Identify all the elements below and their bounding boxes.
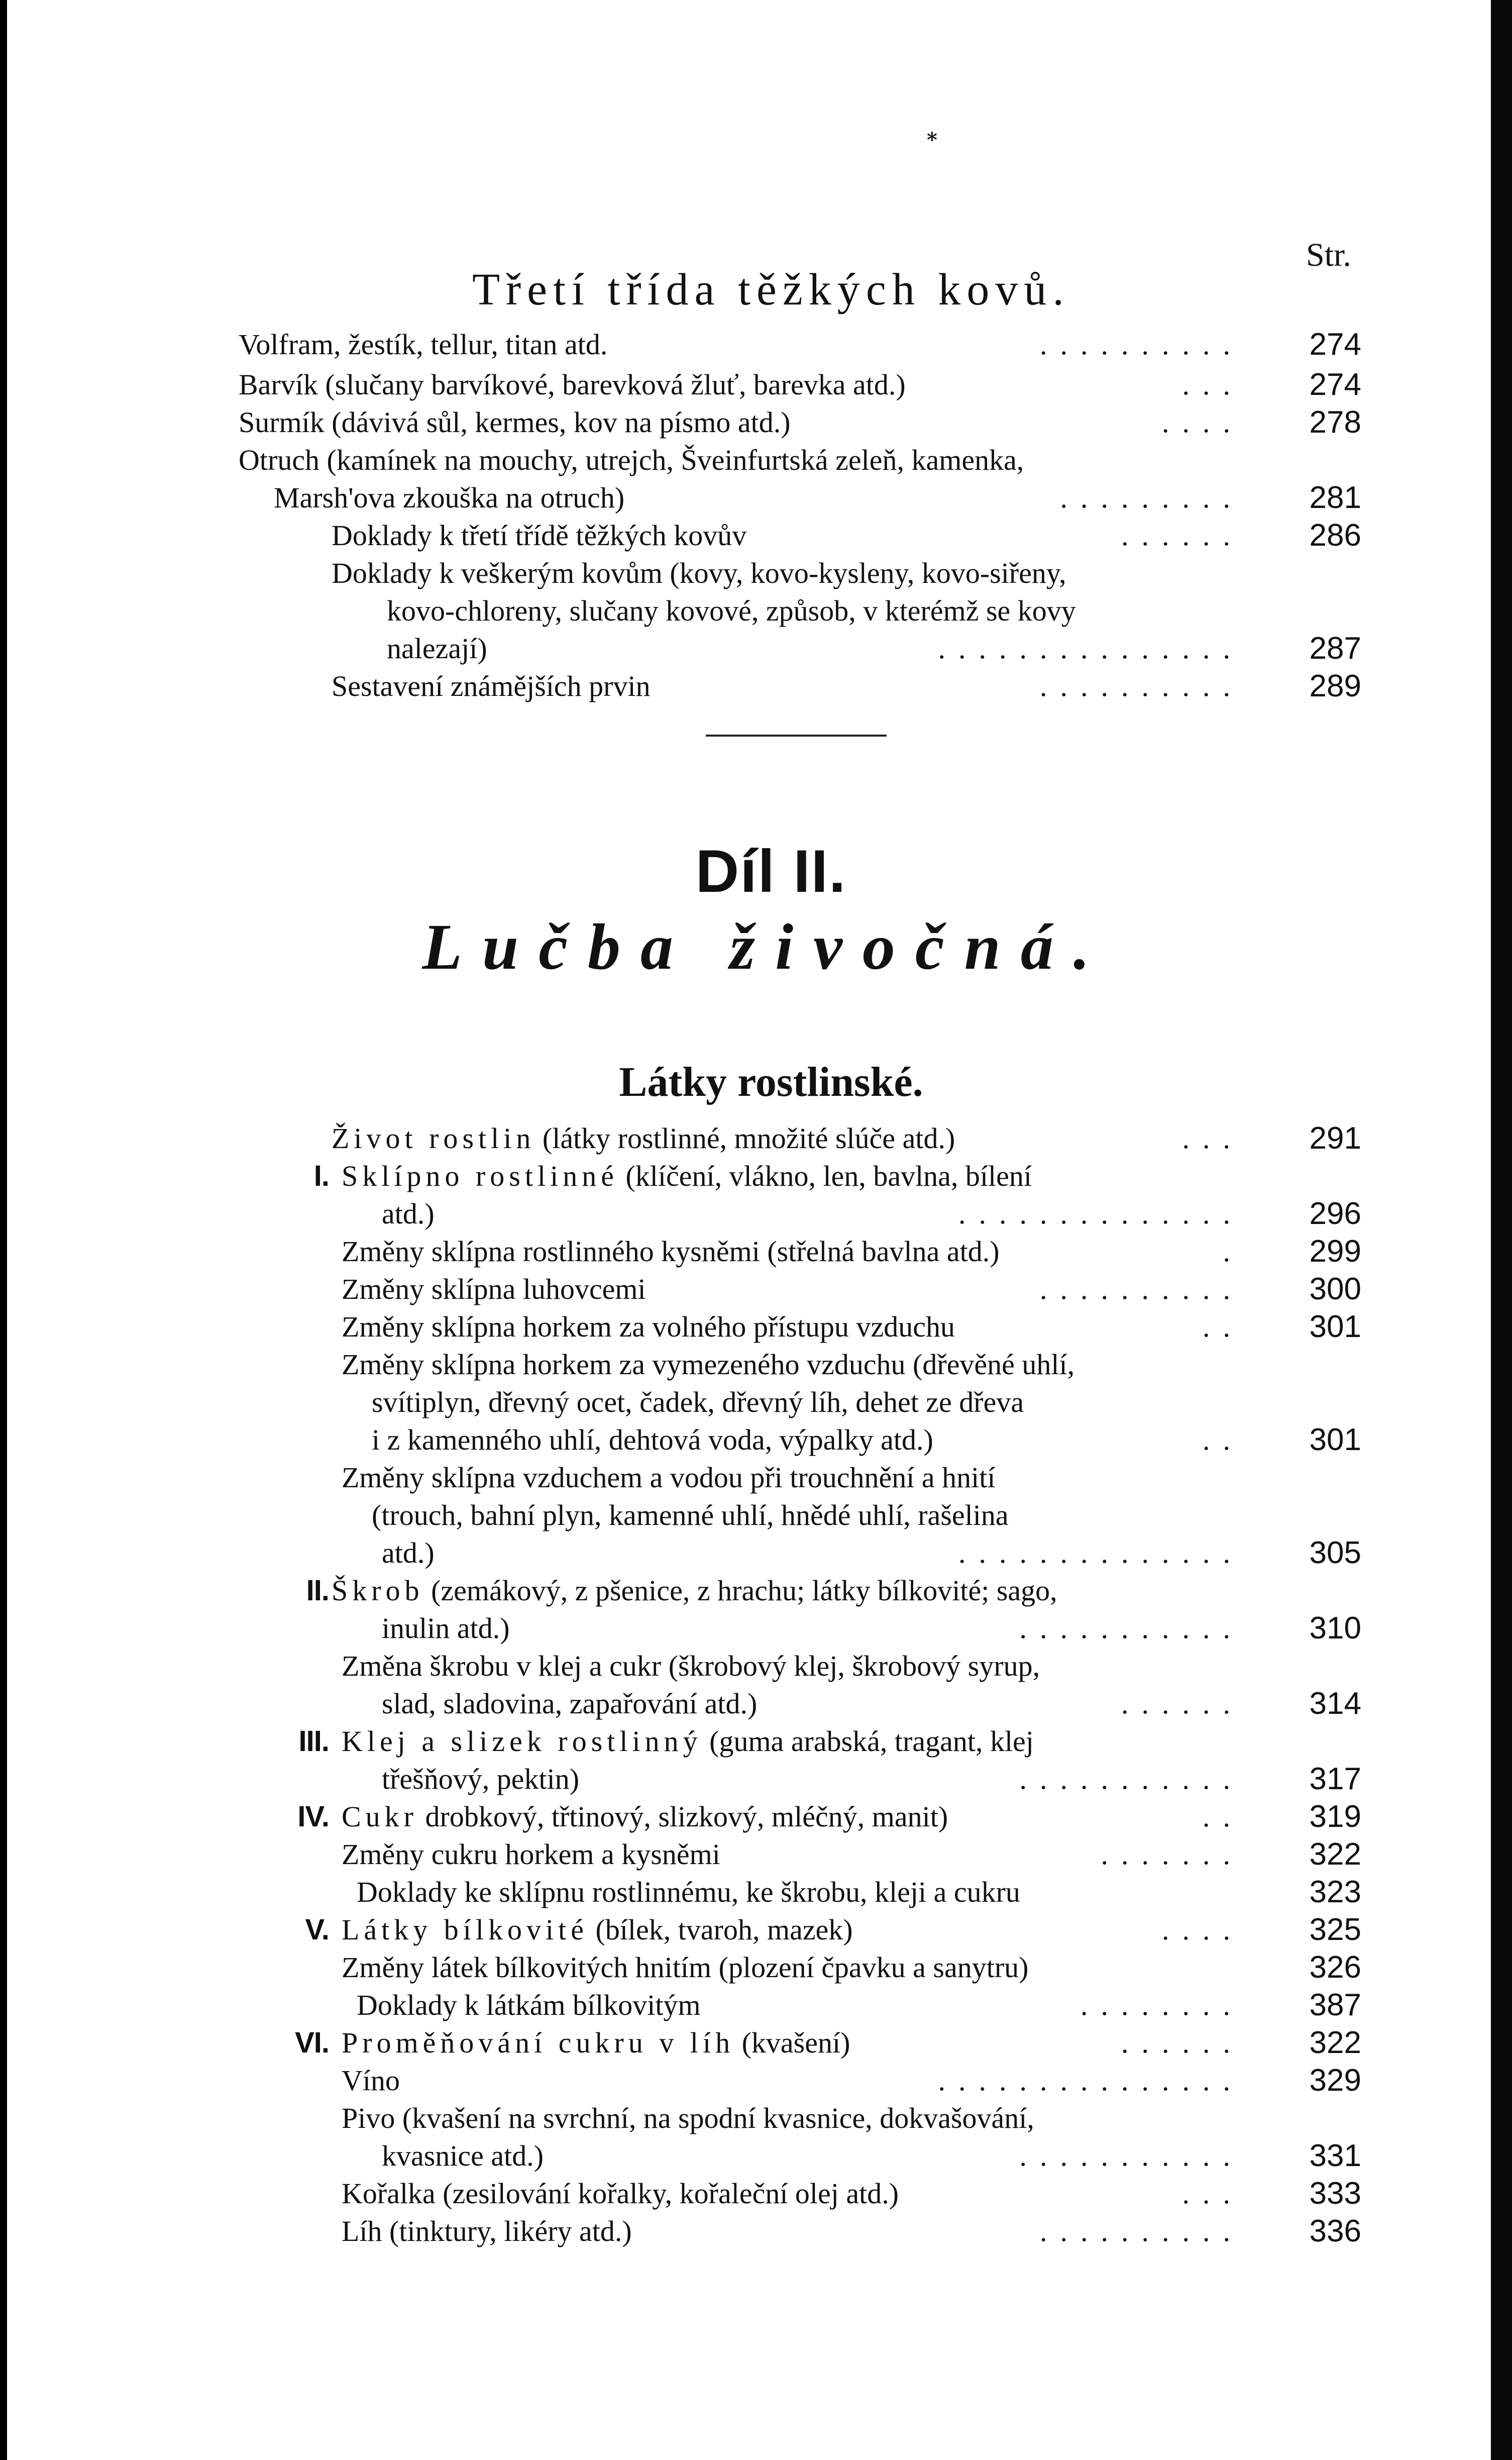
dot-leader: .......: [1101, 1838, 1243, 1871]
toc-entry: [0, 1158, 1512, 1194]
page-number: 305: [1309, 1535, 1361, 1570]
dot-leader: ...........: [1019, 1612, 1243, 1645]
entry-text: [342, 2100, 1034, 2136]
page-number: 331: [1309, 2138, 1361, 2173]
section-divider: [706, 735, 887, 737]
toc-entry: [0, 404, 1512, 441]
toc-entry: [0, 1686, 1512, 1722]
entry-text: [342, 1723, 1034, 1760]
entry-description: (bílek, tvaroh, mazek): [588, 1913, 853, 1946]
dot-leader: .: [1223, 1235, 1243, 1268]
toc-entry: [0, 631, 1512, 667]
entry-text: [382, 2138, 544, 2174]
entry-description: (zemákový, z pšenice, z hrachu; látky bílkovité; sago,: [423, 1574, 1057, 1607]
entry-description: (kvašení): [734, 2026, 850, 2059]
entry-description: Změny sklípna luhovcemi: [342, 1273, 646, 1305]
section-title: Třetí třída těžkých kovů.: [472, 265, 1070, 315]
entry-text: [342, 1234, 1000, 1270]
entry-text: [382, 1196, 435, 1232]
page-number: 326: [1309, 1950, 1361, 1985]
entry-text: [342, 1347, 1074, 1383]
entry-description: (guma arabská, tragant, klej: [702, 1725, 1034, 1758]
entry-description: třešňový, pektin): [382, 1763, 580, 1795]
entry-text: [332, 1573, 1057, 1609]
dot-leader: ......: [1121, 2026, 1243, 2059]
part-title: Lučba živočná.: [422, 911, 1110, 983]
toc-entry: [0, 2100, 1512, 2136]
entry-text: [332, 668, 651, 704]
toc-entry: [0, 1723, 1512, 1760]
entry-description: (trouch, bahní plyn, kamenné uhlí, hnědé uhlí, rašelina: [372, 1499, 1009, 1531]
entry-text: [342, 1836, 720, 1873]
entry-description: atd.): [382, 1536, 435, 1569]
entry-text: [342, 2176, 899, 2212]
dot-leader: ..: [1203, 1423, 1243, 1456]
toc-entry: [0, 2213, 1512, 2249]
entry-description: Volfram, žestík, tellur, titan atd.: [239, 328, 608, 361]
page-number: 322: [1309, 1837, 1361, 1872]
page-number: 296: [1309, 1196, 1361, 1231]
entry-description: Barvík (slučany barvíkové, barevková žluť, barevka atd.): [239, 368, 906, 401]
entry-description: (klíčení, vlákno, len, bavlna, bílení: [618, 1160, 1032, 1192]
dot-leader: ...........: [1019, 2139, 1243, 2172]
entry-text: [372, 1497, 1009, 1533]
entry-text: [357, 1874, 1020, 1910]
dot-leader: ..: [1203, 1310, 1243, 1343]
entry-text: [342, 2063, 400, 2099]
entry-text: [382, 1610, 510, 1647]
entry-description: Doklady ke sklípnu rostlinnému, ke škrobu, kleji a cukru: [357, 1876, 1020, 1908]
entry-text: [372, 1384, 1024, 1420]
entry-text: [332, 555, 1066, 591]
entry-text: [239, 442, 1024, 478]
entry-text: [382, 1761, 579, 1797]
entry-spaced-title: Proměňování cukru v líh: [342, 2026, 735, 2059]
toc-entry: [0, 668, 1512, 704]
entry-description: Změny cukru horkem a kysněmi: [342, 1838, 720, 1871]
toc-entry: [0, 1799, 1512, 1835]
dot-leader: ...............: [938, 2064, 1243, 2097]
entry-spaced-title: Škrob: [332, 1574, 424, 1607]
page-number: 301: [1309, 1422, 1361, 1457]
entry-text: [342, 1271, 646, 1307]
dot-leader: ..........: [1040, 328, 1243, 361]
entry-description: inulin atd.): [382, 1612, 510, 1645]
entry-description: Víno: [342, 2064, 400, 2097]
entry-text: [342, 1950, 1028, 1986]
entry-numeral: V.: [305, 1913, 329, 1946]
toc-entry: [0, 1610, 1512, 1647]
page-number: 325: [1309, 1912, 1361, 1947]
dot-leader: ....: [1162, 406, 1243, 439]
dot-leader: ....: [1162, 1913, 1243, 1946]
dot-leader: ........: [1081, 1989, 1243, 2021]
entry-text: [342, 1460, 995, 1496]
page-number: 317: [1309, 1762, 1361, 1796]
toc-entry: [0, 1460, 1512, 1496]
entry-text: [357, 1987, 701, 2023]
entry-numeral: III.: [298, 1725, 329, 1758]
toc-entry: [0, 1912, 1512, 1948]
entry-description: Surmík (dávivá sůl, kermes, kov na písmo atd.): [239, 406, 791, 439]
entry-text: [342, 2213, 632, 2249]
page-number: 387: [1309, 1988, 1361, 2022]
entry-numeral: II.: [306, 1574, 329, 1607]
dot-leader: ..............: [958, 1536, 1243, 1569]
toc-entry: [0, 1761, 1512, 1797]
toc-entry: [0, 2063, 1512, 2099]
toc-entry: [0, 1836, 1512, 1873]
entry-spaced-title: Život rostlin: [332, 1122, 535, 1155]
toc-entry: [0, 442, 1512, 478]
entry-numeral: IV.: [297, 1800, 329, 1833]
entry-description: Doklady k látkám bílkovitým: [357, 1989, 701, 2021]
entry-text: [382, 1686, 757, 1722]
ornament-mark: *: [927, 128, 937, 152]
entry-description: atd.): [382, 1197, 435, 1230]
dot-leader: ...: [1182, 2177, 1243, 2210]
entry-text: [274, 480, 624, 516]
toc-entry: [0, 1234, 1512, 1270]
entry-text: [387, 593, 1076, 629]
page-number: 329: [1309, 2063, 1361, 2098]
page-number: 291: [1309, 1121, 1361, 1156]
page-number: 301: [1309, 1309, 1361, 1344]
toc-entry: [0, 1196, 1512, 1232]
page-number: 319: [1309, 1799, 1361, 1834]
entry-text: [372, 1422, 933, 1458]
entry-description: Změny sklípna horkem za vymezeného vzduchu (dřevěné uhlí,: [342, 1348, 1075, 1381]
entry-description: Otruch (kamínek na mouchy, utrejch, Šveinfurtská zeleň, kamenka,: [239, 444, 1024, 476]
dot-leader: ......: [1121, 519, 1243, 552]
entry-text: [239, 404, 791, 441]
page-number: 287: [1309, 631, 1361, 666]
toc-entry: [0, 518, 1512, 554]
entry-description: Pivo (kvašení na svrchní, na spodní kvasnice, dokvašování,: [342, 2102, 1034, 2134]
page-number: 323: [1309, 1875, 1361, 1909]
toc-entry: [0, 327, 1512, 363]
dot-leader: ......: [1121, 1687, 1243, 1720]
entry-description: Změna škrobu v klej a cukr (škrobový klej, škrobový syrup,: [342, 1650, 1040, 1682]
toc-entry: [0, 1347, 1512, 1383]
page-column-label: Str.: [1306, 237, 1351, 273]
entry-spaced-title: Sklípno rostlinné: [342, 1160, 618, 1192]
entry-description: Sestavení známějších prvin: [332, 670, 651, 702]
toc-entry: [0, 2138, 1512, 2174]
page-number: 314: [1309, 1686, 1361, 1721]
entry-text: [342, 1912, 853, 1948]
page-number: 289: [1309, 669, 1361, 703]
entry-description: Změny sklípna horkem za volného přístupu vzduchu: [342, 1310, 955, 1343]
entry-description: kovo-chloreny, slučany kovové, způsob, v kterémž se kovy: [387, 594, 1076, 627]
entry-text: [382, 1535, 435, 1571]
page-number: 274: [1309, 367, 1361, 402]
toc-entry: [0, 1987, 1512, 2023]
toc-entry: [0, 1120, 1512, 1157]
entry-text: [342, 1799, 948, 1835]
dot-leader: ..............: [958, 1197, 1243, 1230]
page-number: 299: [1309, 1234, 1361, 1269]
entry-description: i z kamenného uhlí, dehtová voda, výpalky atd.): [372, 1423, 933, 1456]
entry-spaced-title: Klej a slizek rostlinný: [342, 1725, 702, 1758]
dot-leader: .........: [1060, 481, 1243, 514]
toc-entry: [0, 1535, 1512, 1571]
entry-text: [239, 367, 906, 403]
entry-description: (látky rostlinné, množité slúče atd.): [535, 1122, 955, 1155]
dot-leader: ..: [1203, 1800, 1243, 1833]
entry-numeral: VI.: [295, 2026, 329, 2059]
entry-text: [387, 631, 487, 667]
toc-entry: [0, 1422, 1512, 1458]
toc-entry: [0, 593, 1512, 629]
dot-leader: ..........: [1040, 670, 1243, 702]
entry-description: kvasnice atd.): [382, 2139, 544, 2172]
entry-text: [342, 1158, 1032, 1194]
entry-description: Změny sklípna rostlinného kysněmi (střelná bavlna atd.): [342, 1235, 1000, 1268]
entry-description: drobkový, třtinový, slizkový, mléčný, manit): [418, 1800, 948, 1833]
toc-entry: [0, 1309, 1512, 1345]
dot-leader: ...........: [1019, 1763, 1243, 1795]
entry-spaced-title: Cukr: [342, 1800, 418, 1833]
page-number: 300: [1309, 1272, 1361, 1306]
entry-description: Líh (tinktury, likéry atd.): [342, 2215, 632, 2247]
entry-description: svítiplyn, dřevný ocet, čadek, dřevný líh, dehet ze dřeva: [372, 1386, 1024, 1418]
entry-numeral: I.: [313, 1160, 329, 1192]
toc-entry: [0, 1950, 1512, 1986]
dot-leader: ..........: [1040, 2215, 1243, 2247]
entry-text: [342, 1309, 955, 1345]
entry-text: [239, 327, 607, 363]
toc-entry: [0, 1271, 1512, 1307]
toc-entry: [0, 480, 1512, 516]
entry-description: slad, sladovina, zapařování atd.): [382, 1687, 758, 1720]
entry-description: Kořalka (zesilování kořalky, kořaleční olej atd.): [342, 2177, 899, 2210]
entry-description: nalezají): [387, 632, 487, 665]
entry-description: Doklady k třetí třídě těžkých kovův: [332, 519, 747, 552]
entry-description: Změny látek bílkovitých hnitím (plození čpavku a sanytru): [342, 1951, 1029, 1984]
dot-leader: ..........: [1040, 1273, 1243, 1305]
toc-entry: [0, 555, 1512, 591]
toc-entry: [0, 1573, 1512, 1609]
toc-entry: [0, 2176, 1512, 2212]
part-number: Díl II.: [695, 838, 847, 905]
dot-leader: ...: [1182, 368, 1243, 401]
entry-text: [342, 2025, 850, 2061]
dot-leader: ...: [1182, 1122, 1243, 1155]
toc-entry: [0, 1874, 1512, 1910]
page-number: 322: [1309, 2025, 1361, 2060]
page-number: 286: [1309, 518, 1361, 553]
toc-entry: [0, 1497, 1512, 1533]
entry-description: Změny sklípna vzduchem a vodou při trouchnění a hnití: [342, 1461, 996, 1494]
entry-text: [332, 518, 746, 554]
entry-text: [342, 1648, 1040, 1684]
entry-spaced-title: Látky bílkovité: [342, 1913, 588, 1946]
toc-entry: [0, 1648, 1512, 1684]
page-number: 336: [1309, 2214, 1361, 2248]
page-number: 310: [1309, 1611, 1361, 1646]
part-subtitle: Látky rostlinské.: [619, 1059, 923, 1105]
toc-entry: [0, 1384, 1512, 1420]
toc-entry: [0, 367, 1512, 403]
page-number: 278: [1309, 405, 1361, 440]
entry-description: Doklady k veškerým kovům (kovy, kovo-kysleny, kovo-siřeny,: [332, 557, 1066, 589]
page-number: 281: [1309, 480, 1361, 515]
page-number: 274: [1309, 327, 1361, 362]
page-number: 333: [1309, 2176, 1361, 2211]
dot-leader: ...............: [938, 632, 1243, 665]
entry-description: Marsh'ova zkouška na otruch): [274, 481, 625, 514]
toc-entry: [0, 2025, 1512, 2061]
entry-text: [332, 1120, 955, 1157]
